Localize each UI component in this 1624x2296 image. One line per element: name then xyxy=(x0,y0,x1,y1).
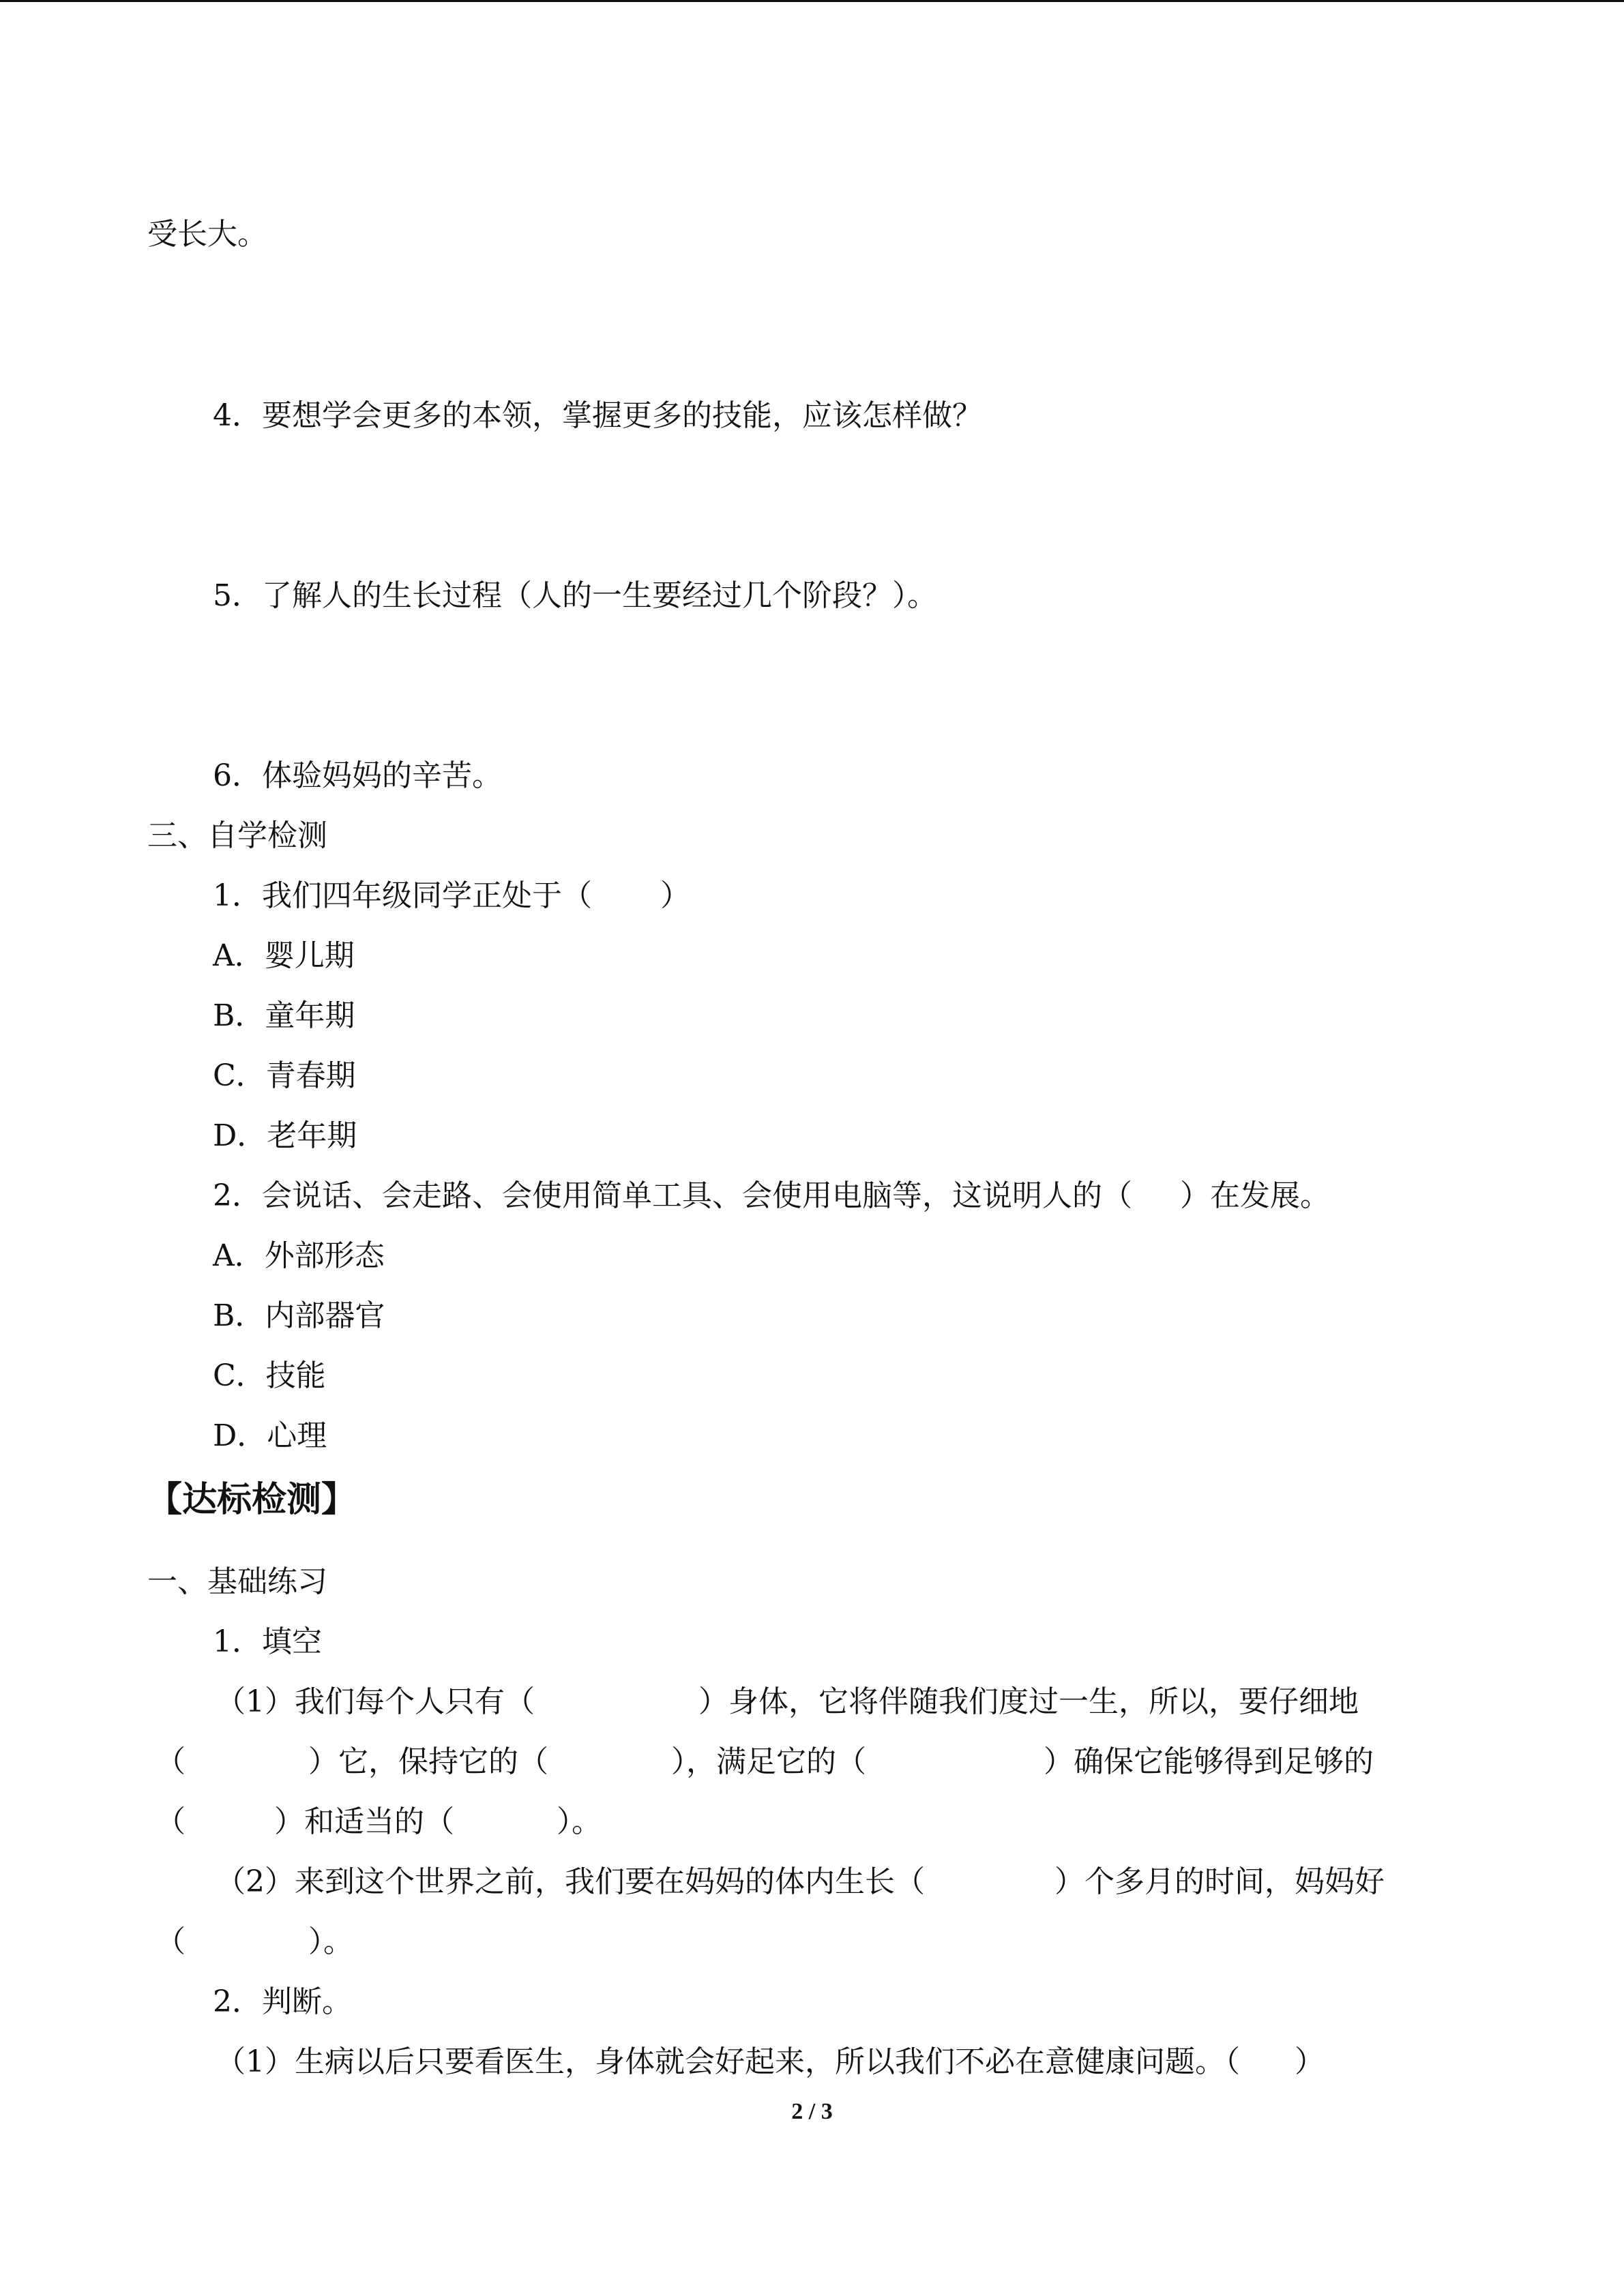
question-2 xyxy=(213,1177,1330,1215)
q2-option-d: D．心理 xyxy=(213,1418,327,1453)
fill-text: ）和适当的（ xyxy=(274,1804,454,1839)
fill-text: ）确保它能够得到足够的 xyxy=(1044,1744,1374,1779)
fill-item-1-line-2 xyxy=(156,1743,1374,1781)
q1-option-a: A．婴儿期 xyxy=(213,938,355,973)
question-1-stem: 1．我们四年级同学正处于（ xyxy=(213,878,592,913)
q2-option-c: C．技能 xyxy=(213,1358,326,1393)
fill-text: （ xyxy=(156,1804,186,1839)
task-4: 4．要想学会更多的本领，掌握更多的技能，应该怎样做？ xyxy=(213,398,982,433)
question-2-stem: 2．会说话、会走路、会使用简单工具、会使用电脑等，这说明人的（ xyxy=(213,1178,1132,1213)
q1-option-d: D．老年期 xyxy=(213,1118,357,1153)
fill-text: ）个多月的时间，妈妈好 xyxy=(1054,1864,1385,1899)
fill-text: （2）来到这个世界之前，我们要在妈妈的体内生长（ xyxy=(216,1864,925,1899)
fill-text: ）。 xyxy=(557,1804,602,1839)
judge-text: （1）生病以后只要看医生，身体就会好起来，所以我们不必在意健康问题。（ xyxy=(216,2044,1240,2079)
fill-text: （1）我们每个人只有（ xyxy=(216,1684,535,1719)
q2-option-a: A．外部形态 xyxy=(213,1238,385,1273)
fill-item-2-line-2 xyxy=(156,1923,353,1961)
fill-text: （ xyxy=(156,1744,186,1779)
q1-option-c: C．青春期 xyxy=(213,1058,356,1093)
fill-item-1-line-3 xyxy=(156,1803,602,1841)
judge-item-1 xyxy=(216,2043,1325,2081)
task-5: 5．了解人的生长过程（人的一生要经过几个阶段？）。 xyxy=(213,578,937,613)
section-title-self-test: 三、自学检测 xyxy=(147,818,327,853)
question-2-stem-end: ）在发展。 xyxy=(1180,1178,1330,1213)
fill-text: ），满足它的（ xyxy=(671,1744,866,1779)
top-border xyxy=(0,0,1624,2)
q2-option-b: B．内部器官 xyxy=(213,1298,385,1333)
fill-title: 1．填空 xyxy=(213,1624,322,1659)
continuation-text: 受长大。 xyxy=(147,217,267,252)
q1-option-b: B．童年期 xyxy=(213,998,355,1033)
question-1-stem-end: ） xyxy=(660,878,690,913)
fill-text: ）身体，它将伴随我们度过一生，所以，要仔细地 xyxy=(698,1684,1359,1719)
judge-text: ） xyxy=(1295,2044,1325,2079)
fill-text: （ xyxy=(156,1924,186,1959)
judge-title: 2．判断。 xyxy=(213,1984,352,2019)
fill-item-2-line-1 xyxy=(216,1863,1385,1901)
task-6: 6．体验妈妈的辛苦。 xyxy=(213,758,502,793)
section-title-basic: 一、基础练习 xyxy=(147,1564,327,1599)
page-number: 2 / 3 xyxy=(791,2099,833,2124)
fill-item-1-line-1 xyxy=(216,1683,1359,1721)
fill-text: ）它，保持它的（ xyxy=(308,1744,548,1779)
question-1 xyxy=(213,877,690,915)
section-heading-standards: 【达标检测】 xyxy=(147,1480,357,1520)
fill-text: ）。 xyxy=(308,1924,353,1959)
